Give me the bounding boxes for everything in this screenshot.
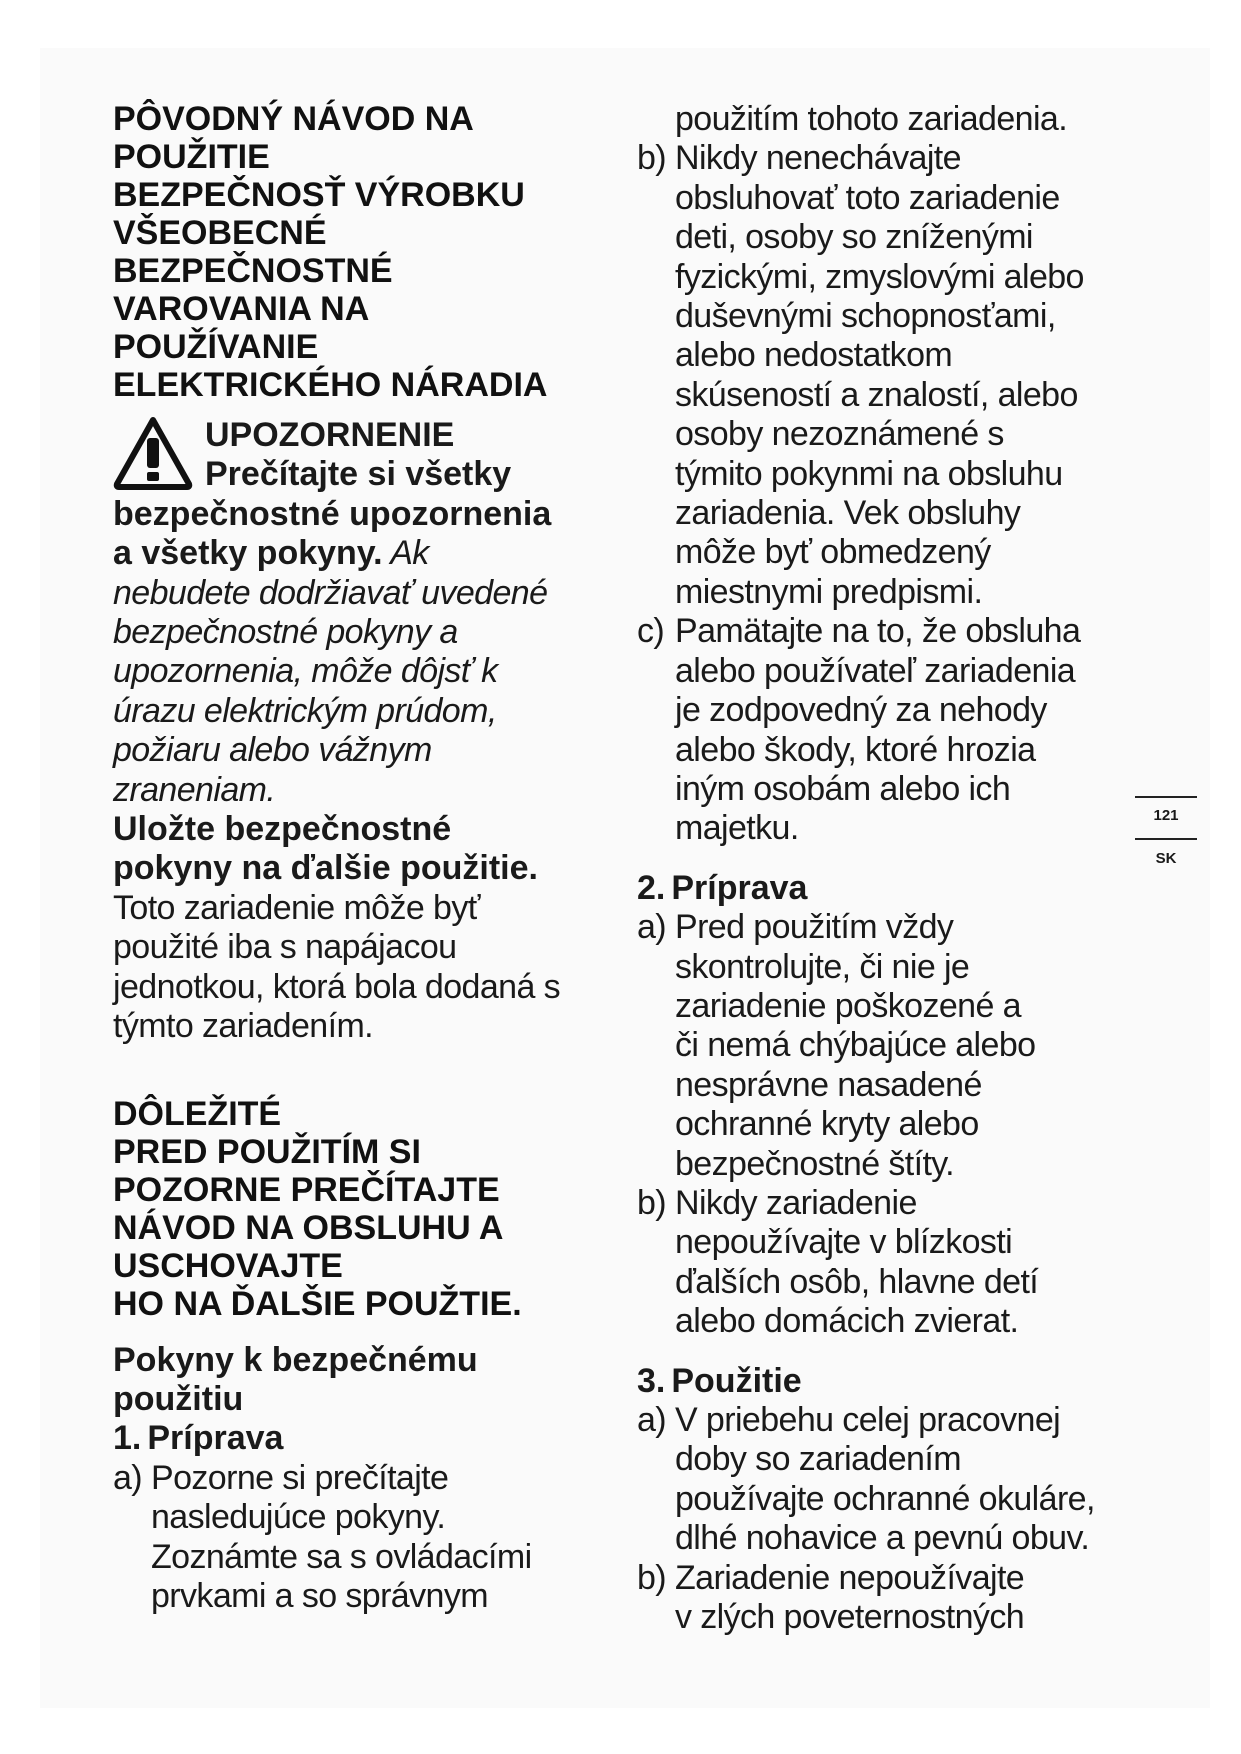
item-line: alebo domácich zvierat. <box>675 1302 1019 1341</box>
section-title-text: Príprava <box>147 1419 284 1458</box>
list-item <box>637 1184 1147 1342</box>
warning-bold-text: a všetky pokyny. <box>113 534 383 573</box>
section-number: 1. <box>113 1419 142 1458</box>
item-line: Nikdy nenechávajte <box>675 139 961 178</box>
item-text <box>675 1184 1147 1342</box>
list-item <box>637 139 1147 612</box>
supply-note-line: týmto zariadením. <box>113 1007 374 1046</box>
item-text <box>675 612 1147 848</box>
warning-italic-line: požiaru alebo vážnym <box>113 731 432 770</box>
important-line: HO NA ĎALŠIE POUŽTIE. <box>113 1284 522 1323</box>
item-line: majetku. <box>675 809 799 848</box>
section-3-title <box>637 1362 1147 1401</box>
supply-note-line: Toto zariadenie môže byť <box>113 888 480 927</box>
list-item <box>637 1559 1147 1638</box>
item-line: osoby nezoznámené s <box>675 415 1004 454</box>
item-line: Pamätajte na to, že obsluha <box>675 612 1081 651</box>
main-heading <box>113 100 613 404</box>
warning-italic-text: Ak <box>382 534 429 573</box>
important-line: PRED POUŽITÍM SI <box>113 1132 421 1171</box>
item-text <box>675 1559 1147 1638</box>
side-divider <box>1135 796 1197 798</box>
item-line: či nemá chýbajúce alebo <box>675 1026 1036 1065</box>
item-line: iným osobám alebo ich <box>675 769 1011 808</box>
warning-line: bezpečnostné upozornenia <box>113 494 552 533</box>
important-line: POZORNE PREČÍTAJTE <box>113 1170 500 1209</box>
item-line: alebo škody, ktoré hrozia <box>675 730 1036 769</box>
warning-italic-line: nebudete dodržiavať uvedené <box>113 573 548 612</box>
section-number: 3. <box>637 1361 666 1400</box>
important-line: USCHOVAJTE <box>113 1246 343 1285</box>
item-letter: c) <box>637 612 665 651</box>
item-line: zariadenia. Vek obsluhy <box>675 494 1021 533</box>
item-line: je zodpovedný za nehody <box>675 691 1047 730</box>
warning-italic-line: upozornenia, môže dôjsť k <box>113 652 498 691</box>
heading-line: ELEKTRICKÉHO NÁRADIA <box>113 366 548 404</box>
heading-line: VAROVANIA NA <box>113 290 370 328</box>
page-number: 121 <box>1153 807 1179 824</box>
item-letter: a) <box>113 1458 143 1497</box>
item-line: Pred použitím vždy <box>675 908 954 947</box>
heading-line: POUŽITIE <box>113 138 270 176</box>
important-line: DÔLEŽITÉ <box>113 1094 282 1133</box>
list-item <box>637 908 1147 1184</box>
item-line: Zariadenie nepoužívajte <box>675 1558 1025 1597</box>
item-text <box>675 908 1147 1184</box>
item-line: deti, osoby so zníženými <box>675 218 1033 257</box>
item-letter: b) <box>637 1558 667 1597</box>
item-letter: b) <box>637 139 667 178</box>
item-line: skúseností a znalostí, alebo <box>675 375 1078 414</box>
item-line: Zoznámte sa s ovládacími <box>151 1537 532 1576</box>
list-item <box>637 1401 1147 1559</box>
instructions-title-line: Pokyny k bezpečnému <box>113 1340 478 1379</box>
heading-line: POUŽÍVANIE <box>113 328 319 366</box>
important-heading <box>113 1095 613 1323</box>
item-line: dlhé nohavice a pevnú obuv. <box>675 1519 1090 1558</box>
heading-line: PÔVODNÝ NÁVOD NA <box>113 100 474 138</box>
warning-italic-line: úrazu elektrickým prúdom, <box>113 691 497 730</box>
item-line: Nikdy zariadenie <box>675 1183 917 1222</box>
important-line: NÁVOD NA OBSLUHU A <box>113 1208 504 1247</box>
item-line: skontrolujte, či nie je <box>675 947 970 986</box>
warning-triangle-icon <box>113 416 193 490</box>
save-instructions-line: pokyny na ďalšie použitie. <box>113 849 538 888</box>
section-1-title <box>113 1419 613 1458</box>
item-letter: a) <box>637 908 667 947</box>
item-line: obsluhovať toto zariadenie <box>675 178 1060 217</box>
item-line: fyzickými, zmyslovými alebo <box>675 257 1084 296</box>
item-line: alebo používateľ zariadenia <box>675 651 1076 690</box>
warning-line: Prečítajte si všetky <box>205 455 512 494</box>
item-line: V priebehu celej pracovnej <box>675 1401 1061 1439</box>
right-column <box>637 100 1147 1637</box>
item-letter: b) <box>637 1183 667 1222</box>
item-line: duševnými schopnosťami, <box>675 297 1056 336</box>
warning-block <box>113 416 613 495</box>
heading-line: BEZPEČNOSTNÉ <box>113 252 393 290</box>
item-line: nepoužívajte v blízkosti <box>675 1223 1013 1262</box>
supply-note-line: použité iba s napájacou <box>113 928 457 967</box>
item-line: nasledujúce pokyny. <box>151 1498 446 1537</box>
item-text <box>151 1459 613 1617</box>
item-line: používajte ochranné okuláre, <box>675 1479 1095 1518</box>
item-line: prvkami a so správnym <box>151 1576 488 1615</box>
heading-line: VŠEOBECNÉ <box>113 214 327 252</box>
warning-italic-line: zraneniam. <box>113 770 276 809</box>
item-text <box>675 1401 1147 1559</box>
item-line: môže byť obmedzený <box>675 533 991 572</box>
item-line: zariadenie poškozené a <box>675 986 1021 1025</box>
heading-line: BEZPEČNOSŤ VÝROBKU <box>113 176 525 214</box>
instructions-title-line: použitiu <box>113 1379 244 1418</box>
item-line: ďalších osôb, hlavne detí <box>675 1262 1039 1301</box>
item-line: týmito pokynmi na obsluhu <box>675 454 1063 493</box>
item-line: ochranné kryty alebo <box>675 1105 979 1144</box>
side-divider <box>1135 838 1197 840</box>
list-item <box>113 1459 613 1617</box>
warning-line <box>113 534 613 573</box>
item-line: Pozorne si prečítajte <box>151 1458 449 1497</box>
left-column <box>113 100 613 1616</box>
section-title-text: Príprava <box>671 868 808 907</box>
item-text <box>675 139 1147 612</box>
item-line: miestnymi predpismi. <box>675 572 983 611</box>
item-line: alebo nedostatkom <box>675 336 953 375</box>
item-line: v zlých poveternostných <box>675 1598 1025 1637</box>
item-line: doby so zariadením <box>675 1440 961 1479</box>
warning-italic-line: bezpečnostné pokyny a <box>113 613 458 652</box>
continued-line: použitím tohoto zariadenia. <box>675 100 1068 138</box>
item-line: nesprávne nasadené <box>675 1065 982 1104</box>
section-title-text: Použitie <box>671 1361 802 1400</box>
section-number: 2. <box>637 868 666 907</box>
language-code: SK <box>1155 850 1177 867</box>
save-instructions-line: Uložte bezpečnostné <box>113 810 452 849</box>
supply-note-line: jednotkou, ktorá bola dodaná s <box>113 967 561 1006</box>
list-item <box>637 612 1147 848</box>
warning-title: UPOZORNENIE <box>205 416 455 454</box>
section-2-title <box>637 869 1147 908</box>
item-line: bezpečnostné štíty. <box>675 1144 955 1183</box>
item-letter: a) <box>637 1401 667 1439</box>
